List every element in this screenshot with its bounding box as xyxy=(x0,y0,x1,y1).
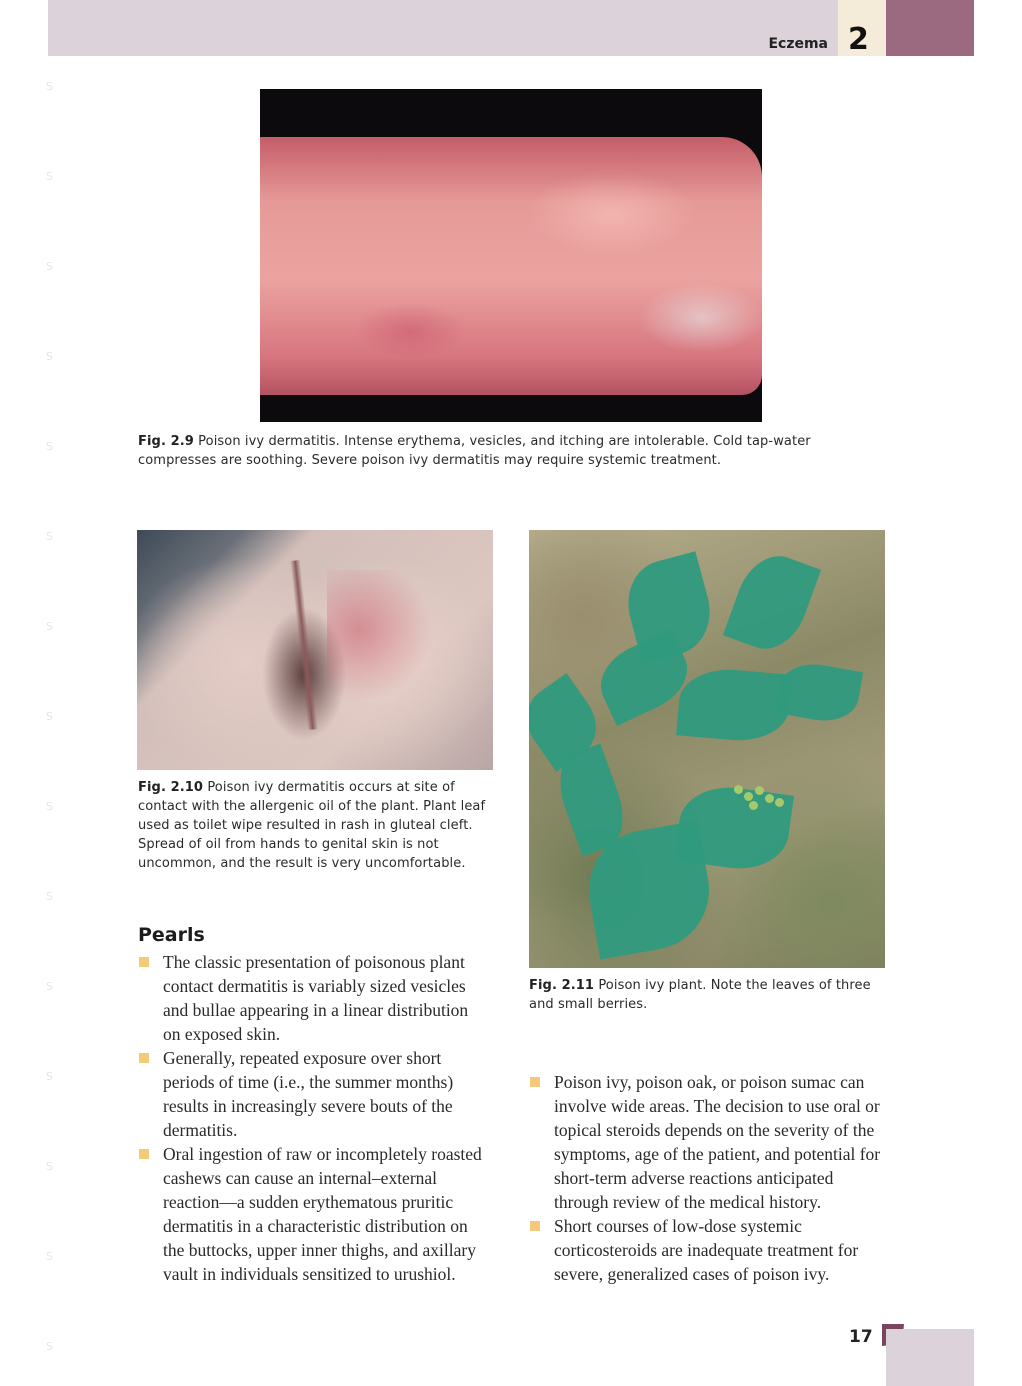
margin-mark: S xyxy=(46,350,53,363)
bullet-square-icon xyxy=(530,1077,540,1087)
pearls-list-left xyxy=(138,950,490,1286)
margin-mark: S xyxy=(46,620,53,633)
running-header-title: Eczema xyxy=(768,36,828,52)
margin-mark: S xyxy=(46,890,53,903)
pearl-item xyxy=(138,1142,490,1286)
rash-area xyxy=(327,570,437,720)
footer-accent-block xyxy=(886,1329,974,1386)
pearls-list-right xyxy=(529,1070,889,1286)
page-number: 17 xyxy=(849,1327,873,1347)
berry xyxy=(775,798,784,807)
gluteal-cleft-shape xyxy=(290,560,318,730)
berry xyxy=(765,794,774,803)
bullet-square-icon xyxy=(139,1149,149,1159)
pearl-text: Poison ivy, poison oak, or poison sumac can involve wide areas. The decision to use oral or topical steroids depends on the severity of the symptoms, age of the patient, and potential for short-term adverse reactions anticipated through review of the medical history. xyxy=(554,1072,881,1212)
figure-label: Fig. 2.11 xyxy=(529,978,595,993)
pearls-heading: Pearls xyxy=(138,924,205,946)
pearl-item xyxy=(138,950,490,1046)
figure-2-9-photo xyxy=(260,89,762,422)
pearl-text: Oral ingestion of raw or incompletely roasted cashews can cause an internal–external reaction—a sudden erythematous pruritic dermatitis in a characteristic distribution on the buttocks, upper inner thighs, and axillary vault in individuals sensitized to urushiol. xyxy=(163,1144,482,1284)
pearl-item xyxy=(529,1214,889,1286)
bullet-square-icon xyxy=(139,1053,149,1063)
margin-mark: S xyxy=(46,440,53,453)
margin-mark: S xyxy=(46,980,53,993)
leaf-shape xyxy=(723,546,821,659)
pearl-text: The classic presentation of poisonous plant contact dermatitis is variably sized vesicles and bullae appearing in a linear distribution on exposed skin. xyxy=(163,952,469,1044)
header-accent-block xyxy=(886,0,974,56)
figure-2-10-caption xyxy=(138,778,498,873)
margin-mark: S xyxy=(46,1340,53,1353)
bullet-square-icon xyxy=(139,957,149,967)
berry xyxy=(734,785,743,794)
berry xyxy=(755,786,764,795)
figure-2-11-caption xyxy=(529,976,885,1014)
caption-text: Poison ivy plant. Note the leaves of three and small berries. xyxy=(529,978,871,1012)
figure-2-9-caption xyxy=(138,432,883,470)
caption-text: Poison ivy dermatitis occurs at site of contact with the allergenic oil of the plant. Plant leaf used as toilet wipe resulted in rash in gluteal cleft. Spread of oil from hands to genital skin is not uncommon, and the result is very uncomfortable. xyxy=(138,780,486,871)
berry xyxy=(744,792,753,801)
margin-mark: S xyxy=(46,170,53,183)
berry xyxy=(749,801,758,810)
margin-mark: S xyxy=(46,800,53,813)
bullet-square-icon xyxy=(530,1221,540,1231)
margin-marks xyxy=(46,80,58,1380)
leaf-shape xyxy=(676,665,792,744)
figure-2-11-photo xyxy=(529,530,885,968)
margin-mark: S xyxy=(46,80,53,93)
figure-label: Fig. 2.9 xyxy=(138,434,194,449)
pearl-text: Generally, repeated exposure over short periods of time (i.e., the summer months) results in increasingly severe bouts of the dermatitis. xyxy=(163,1048,454,1140)
margin-mark: S xyxy=(46,710,53,723)
caption-text: Poison ivy dermatitis. Intense erythema, vesicles, and itching are intolerable. Cold tap-water compresses are soothing. Severe poison ivy dermatitis may require systemic treatment. xyxy=(138,434,811,468)
forearm-rash-image xyxy=(260,137,762,395)
figure-2-10-photo xyxy=(137,530,493,770)
chapter-number: 2 xyxy=(848,22,869,57)
figure-label: Fig. 2.10 xyxy=(138,780,204,795)
margin-mark: S xyxy=(46,1160,53,1173)
pearl-text: Short courses of low-dose systemic corticosteroids are inadequate treatment for severe, generalized cases of poison ivy. xyxy=(554,1216,859,1284)
pearl-item xyxy=(138,1046,490,1142)
header-band xyxy=(48,0,838,56)
margin-mark: S xyxy=(46,530,53,543)
leaf-shape xyxy=(775,658,863,726)
pearl-item xyxy=(529,1070,889,1214)
margin-mark: S xyxy=(46,1070,53,1083)
margin-mark: S xyxy=(46,260,53,273)
margin-mark: S xyxy=(46,1250,53,1263)
